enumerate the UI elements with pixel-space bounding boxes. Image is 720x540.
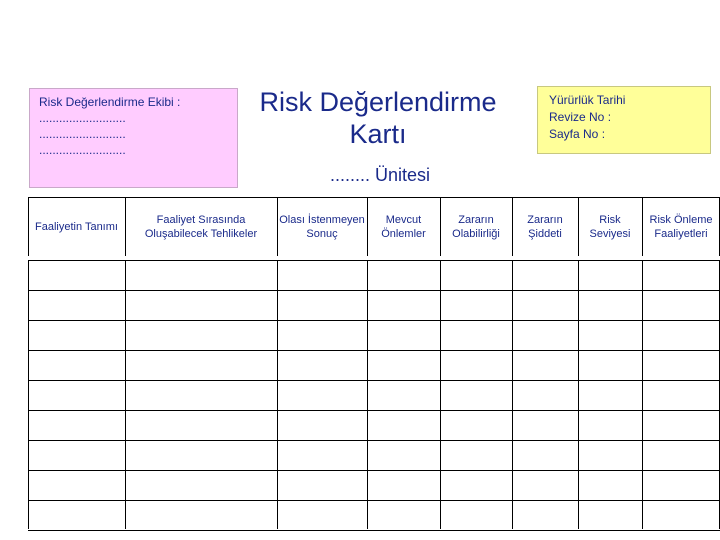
table-cell[interactable]: [441, 441, 512, 470]
table-cell[interactable]: [579, 381, 642, 410]
table-cell[interactable]: [441, 291, 512, 320]
table-cell[interactable]: [513, 381, 578, 410]
table-cell[interactable]: [643, 261, 720, 290]
table-cell[interactable]: [126, 261, 277, 290]
table-cell[interactable]: [368, 291, 440, 320]
table-cell[interactable]: [513, 321, 578, 350]
table-cell[interactable]: [368, 441, 440, 470]
table-header-cell: Risk Önleme Faaliyetleri: [649, 213, 713, 240]
risk-team-line-2: ..........................: [39, 127, 126, 141]
table-cell[interactable]: [643, 441, 720, 470]
risk-team-line-3: ..........................: [39, 143, 126, 157]
table-header-cell: Olası İstenmeyen Sonuç: [279, 213, 365, 240]
table-cell[interactable]: [579, 261, 642, 290]
table-cell[interactable]: [278, 381, 367, 410]
table-cell[interactable]: [126, 351, 277, 380]
table-cell[interactable]: [513, 471, 578, 500]
table-header-cell: Zararın Olabilirliği: [452, 213, 500, 240]
table-cell[interactable]: [126, 291, 277, 320]
table-cell[interactable]: [29, 321, 125, 350]
risk-team-label: Risk Değerlendirme Ekibi :: [39, 95, 181, 109]
table-cell[interactable]: [441, 501, 512, 530]
table-cell[interactable]: [513, 501, 578, 530]
table-cell[interactable]: [368, 501, 440, 530]
table-cell[interactable]: [278, 351, 367, 380]
page-title-line-2: Kartı: [349, 119, 407, 149]
table-cell[interactable]: [278, 501, 367, 530]
table-cell[interactable]: [643, 471, 720, 500]
table-cell[interactable]: [441, 411, 512, 440]
table-cell[interactable]: [368, 381, 440, 410]
table-cell[interactable]: [126, 321, 277, 350]
table-cell[interactable]: [513, 351, 578, 380]
table-header-cell: Mevcut Önlemler: [381, 213, 426, 240]
table-cell[interactable]: [579, 471, 642, 500]
table-cell[interactable]: [643, 381, 720, 410]
table-cell[interactable]: [513, 411, 578, 440]
table-cell[interactable]: [643, 321, 720, 350]
table-cell[interactable]: [441, 351, 512, 380]
page-title-line-1: Risk Değerlendirme: [259, 87, 497, 117]
table-cell[interactable]: [278, 411, 367, 440]
table-cell[interactable]: [29, 381, 125, 410]
table-header-cell: Faaliyetin Tanımı: [35, 220, 118, 233]
table-cell[interactable]: [579, 291, 642, 320]
table-cell[interactable]: [29, 261, 125, 290]
table-cell[interactable]: [278, 471, 367, 500]
table-header-cell: Risk Seviyesi: [589, 213, 631, 240]
table-header-cell: Zararın Şiddeti: [527, 213, 563, 240]
table-cell[interactable]: [29, 291, 125, 320]
table-cell[interactable]: [368, 261, 440, 290]
table-cell[interactable]: [368, 471, 440, 500]
table-cell[interactable]: [579, 321, 642, 350]
table-cell[interactable]: [579, 501, 642, 530]
table-cell[interactable]: [643, 411, 720, 440]
table-cell[interactable]: [441, 471, 512, 500]
table-cell[interactable]: [278, 321, 367, 350]
table-cell[interactable]: [579, 351, 642, 380]
table-cell[interactable]: [643, 501, 720, 530]
page-no-label: Sayfa No :: [549, 127, 606, 141]
table-cell[interactable]: [368, 411, 440, 440]
effective-date-label: Yürürlük Tarihi: [549, 93, 626, 107]
table-cell[interactable]: [513, 291, 578, 320]
table-cell[interactable]: [441, 321, 512, 350]
table-cell[interactable]: [29, 441, 125, 470]
table-cell[interactable]: [368, 321, 440, 350]
table-cell[interactable]: [513, 441, 578, 470]
table-cell[interactable]: [278, 291, 367, 320]
table-cell[interactable]: [643, 351, 720, 380]
table-cell[interactable]: [29, 501, 125, 530]
table-cell[interactable]: [579, 441, 642, 470]
table-cell[interactable]: [278, 441, 367, 470]
table-cell[interactable]: [278, 261, 367, 290]
table-cell[interactable]: [29, 411, 125, 440]
table-cell[interactable]: [441, 261, 512, 290]
unit-title: ........ Ünitesi: [329, 165, 431, 185]
table-cell[interactable]: [441, 381, 512, 410]
table-cell[interactable]: [29, 471, 125, 500]
risk-team-line-1: ..........................: [39, 111, 126, 125]
table-cell[interactable]: [126, 441, 277, 470]
table-cell[interactable]: [126, 411, 277, 440]
table-cell[interactable]: [126, 471, 277, 500]
revision-no-label: Revize No :: [549, 110, 612, 124]
table-cell[interactable]: [29, 351, 125, 380]
table-cell[interactable]: [126, 501, 277, 530]
table-cell[interactable]: [643, 291, 720, 320]
table-cell[interactable]: [513, 261, 578, 290]
table-cell[interactable]: [579, 411, 642, 440]
table-cell[interactable]: [126, 381, 277, 410]
table-header-cell: Faaliyet Sırasında Oluşabilecek Tehlikeler: [144, 213, 258, 240]
table-cell[interactable]: [368, 351, 440, 380]
